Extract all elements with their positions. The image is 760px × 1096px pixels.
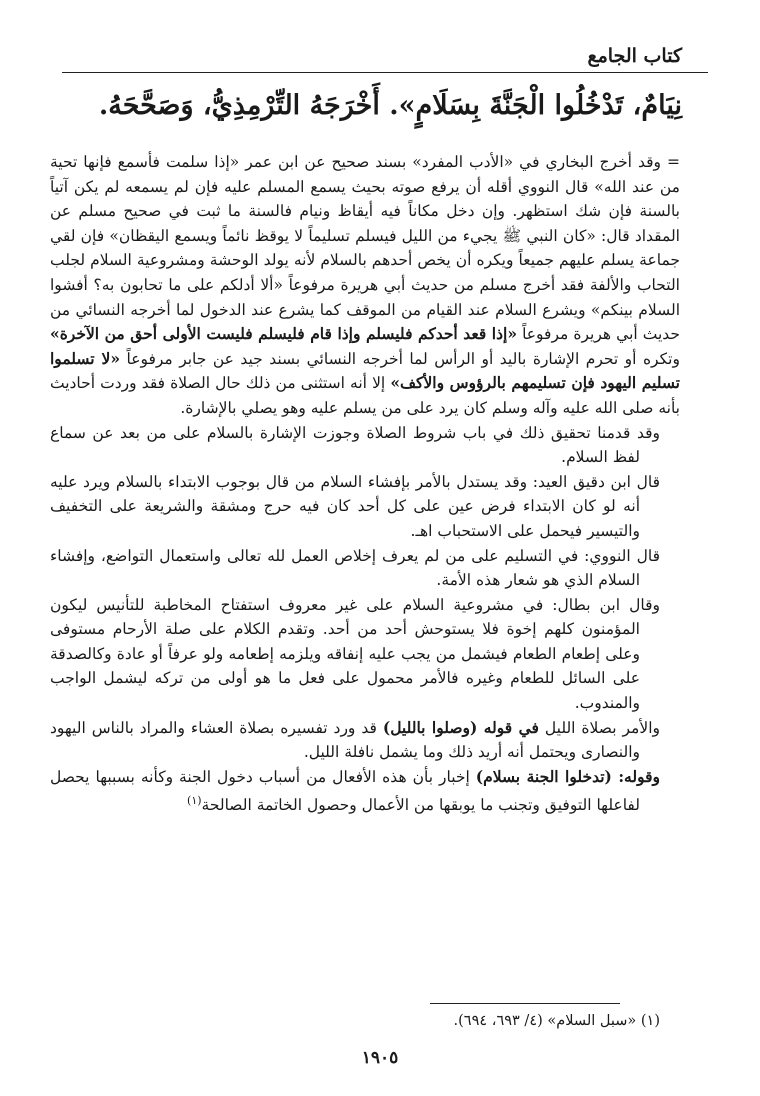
quoted-phrase: في قوله (وصلوا بالليل) bbox=[382, 717, 539, 737]
commentary-paragraph bbox=[50, 765, 660, 818]
hadith-quote: «إذا قعد أحدكم فليسلم وإذا قام فليسلم فليست الأولى أحق من الآخرة» bbox=[50, 324, 518, 344]
commentary-paragraph bbox=[50, 421, 660, 470]
commentary-paragraph bbox=[50, 470, 660, 544]
commentary-body bbox=[50, 150, 680, 818]
hadith-text: نِيَامٌ، تَدْخُلُوا الْجَنَّةَ بِسَلَامٍ». أَخْرَجَهُ التِّرْمِذِيُّ، وَصَحَّحَهُ. bbox=[98, 90, 682, 121]
running-title: كتاب الجامع bbox=[587, 45, 682, 67]
commentary-text: قال النووي: في التسليم على من لم يعرف إخلاص العمل لله تعالى واستعمال التواضع، وإفشاء السلام الذي هو شعار هذه الأمة. bbox=[50, 546, 660, 590]
footnote-rule bbox=[430, 1003, 620, 1004]
commentary-paragraph bbox=[50, 544, 660, 593]
commentary-text: قد ورد تفسيره بصلاة العشاء والمراد بالناس اليهود والنصارى ويحتمل أنه أريد ذلك وما يشمل نافلة الليل. bbox=[50, 718, 640, 762]
commentary-text: قال ابن دقيق العيد: وقد يستدل بالأمر بإفشاء السلام من قال بوجوب الابتداء بالسلام ويرد عليه أنه لو كان الابتداء فرض عين على كل أحد كان فيه حرج ومشقة والشريعة على التخفيف والتيسير فيحمل على الاستحباب اهـ. bbox=[50, 472, 660, 540]
commentary-text: والأمر بصلاة الليل bbox=[544, 718, 660, 737]
commentary-text: = وقد أخرج البخاري في «الأدب المفرد» بسند صحيح عن ابن عمر «إذا سلمت فأسمع فإنها تحية من عند الله» قال النووي أقله أن يرفع صوته بحيث يسمع المسلم عليه فإن لم يسمعه لم يكن آتياً بالسنة فإن شك استظهر. وإن دخل مكاناً فيه أيقاظ ونيام فالسنة ما ثبت في صحيح مسلم عن المقداد قال: «كان النبي ﷺ يجيء من الليل فيسلم تسليماً لا يوقظ نائماً ويسمع اليقظان» فإن لقي جماعة يسلم عليهم جميعاً ويكره أن يخص أحدهم بالسلام لأنه يولد الوحشة ومشروعية السلام لجلب التحاب والألفة فقد أخرج مسلم من حديث أبي هريرة مرفوعاً «ألا أدلكم على ما تحابون به؟ أفشوا السلام بينكم» ويشرع السلام عند القيام من الموقف كما يشرع عند الدخول لما أخرجه النسائي من حديث أبي هريرة مرفوعاً bbox=[50, 153, 680, 344]
header-rule bbox=[62, 72, 708, 73]
footnote-reference[interactable]: (١) bbox=[187, 794, 202, 808]
page-number: ١٩٠٥ bbox=[361, 1048, 399, 1068]
commentary-text: وتكره أو تحرم الإشارة باليد أو الرأس لما أخرجه النسائي بسند جيد عن جابر مرفوعاً bbox=[126, 349, 680, 368]
commentary-paragraph bbox=[50, 593, 660, 716]
commentary-paragraph bbox=[50, 150, 680, 421]
hadith-quote: «لا تسلموا تسليم اليهود فإن تسليمهم بالرؤوس والأكف» bbox=[50, 348, 680, 393]
footnote: (١) «سبل السلام» (٤/ ٦٩٣، ٦٩٤). bbox=[453, 1013, 660, 1029]
commentary-paragraph bbox=[50, 716, 660, 765]
quoted-phrase: وقوله: (تدخلوا الجنة بسلام) bbox=[475, 766, 660, 786]
commentary-text: وقد قدمنا تحقيق ذلك في باب شروط الصلاة وجوزت الإشارة بالسلام على من بعد عن سماع لفظ السلام. bbox=[50, 423, 660, 467]
commentary-text: إخبار بأن هذه الأفعال من أسباب دخول الجنة وكأنه بسببها يحصل لفاعلها التوفيق وتجنب ما يوبقها من الأعمال وحصول الخاتمة الصالحة bbox=[50, 767, 640, 815]
commentary-text: إلا أنه استثنى من ذلك حال الصلاة فقد وردت أحاديث بأنه صلى الله عليه وآله وسلم كان يرد على من يسلم عليه وهو يصلي بالإشارة. bbox=[50, 374, 680, 417]
commentary-text: وقال ابن بطال: في مشروعية السلام على غير معروف استفتاح المخاطبة للتأنيس ليكون المؤمنون كلهم إخوة فلا يستوحش أحد من أحد. وتقدم الكلام على صلة الأرحام مستوفى وعلى إطعام الطعام فيشمل من يجب عليه إنفاقه ويلزمه إطعامه ولو عرفاً أو عادة وكالصدقة على السائل للطعام وغيره فالأمر محمول على فعل ما هو أولى من تركه ليشمل الواجب والمندوب. bbox=[50, 595, 660, 713]
